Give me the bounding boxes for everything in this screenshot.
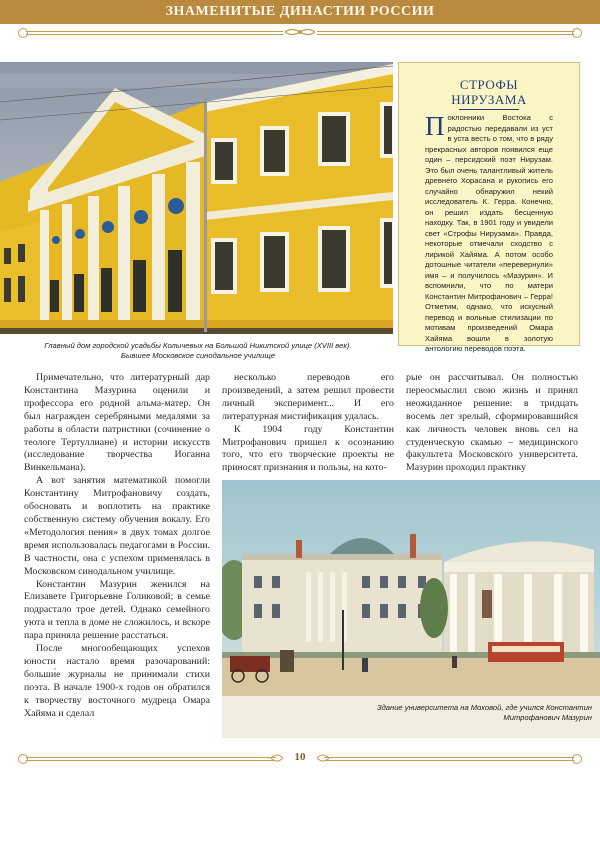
photo-bottom-caption-line2: Митрофанович Мазурин	[503, 713, 592, 722]
running-header-title: ЗНАМЕНИТЫЕ ДИНАСТИИ РОССИИ	[165, 4, 435, 19]
flourish-left-icon	[270, 752, 284, 764]
sidebar-title-line1: СТРОФЫ	[459, 77, 519, 92]
photo-top-caption	[10, 341, 386, 361]
page-number: 10	[294, 751, 306, 763]
flourish-right-icon	[316, 752, 330, 764]
col2-paragraph: К 1904 году Константин Митрофанович пришел к осознанию того, что его творческие проекты не приносят признания и пользы, на кото-	[222, 423, 394, 474]
photo-university-mokhovaya	[222, 480, 600, 738]
col1-paragraph: Примечательно, что литературный дар Константина Мазурина оценили и профессора его родной альма-матер. Он был награжден серебряными медалями за работы в области патристики (сочинение о теологе Тертуллиане) и истории искусств (исследование творчества Иоганна Винкельмана).	[24, 372, 210, 474]
photo-bottom-caption	[312, 703, 592, 723]
col1-paragraph: А вот занятия математикой помогли Константину Митрофановичу создать, обосновать и воплотить на практике собственную систему обучения вокалу. Его «Методология пения» в двух томах долгое время использовалась педагогами в России. В частности, она с успехом применялась в Московском синодальном училище.	[24, 475, 210, 577]
col3-paragraph: рые он рассчитывал. Он полностью переосмыслил свою жизнь и принял неожиданное решение: в тридцать восемь лет зрелый, сформировавшийся как личность человек вновь сел на студенческую скамью – медицинского факультета Московского университета. Мазурин проходил практику	[406, 372, 578, 474]
sidebar-body	[425, 113, 553, 355]
text-column-3	[406, 372, 578, 475]
ornament-flourish-icon	[283, 27, 317, 37]
running-header	[0, 0, 600, 24]
sidebar-nirusam	[398, 62, 580, 353]
sidebar-title-rule	[459, 109, 519, 110]
sidebar-body-text: оклонники Востока с радостью передавали из уст в уста весть о том, что в ряду прекрасных авторов появился еще один – персидский поэт Нирузам. Это был очень талантливый житель древнего Хорасана и рукопись его случайно обнаружил некий исследователь К. Герра. Конечно, он решил издать бесценную находку. Так, в 1901 году и увидели свет «Строфы Нирузама». Правда, некоторые отмечали сходство с лирикой Хайяма. А потом особо дотошные читатели «перевернули» имя – и получилось «Мазурин». И вспомнили, что по матери Константин Митрофанович – Герра! Отметим, однако, что искусный перевод и вольные стилизации по мотивам произведений Омара Хайяма вошли в золотую антологию переводов поэта.	[425, 113, 553, 353]
photo-bottom-caption-line1: Здание университета на Моховой, где учился Константин	[376, 703, 592, 712]
text-column-2	[222, 372, 394, 475]
col2-paragraph: несколько переводов его произведений, а затем решил провести личный эксперимент... И его литературная мистификация удалась.	[222, 372, 394, 422]
photo-top-caption-line1: Главный дом городской усадьбы Колычевых на Большой Никитской улице (XVIII век).	[44, 341, 352, 350]
col1-paragraph: Константин Мазурин женился на Елизавете Григорьевне Голиковой; в семье подрастало трое детей. Однако семейного уюта и тепла в доме не сложилось, и вскоре пара приняла решение расстаться.	[24, 578, 210, 642]
sidebar-title	[399, 77, 579, 107]
text-column-1	[24, 372, 210, 720]
sidebar-title-line2: НИРУЗАМА	[451, 92, 527, 107]
sidebar-dropcap: П	[425, 111, 445, 141]
photo-top-caption-line2: Бывшее Московское синодальное училище	[120, 351, 276, 360]
photo-kolychev-estate	[0, 62, 393, 334]
col1-paragraph: После многообещающих успехов юности настало время разочарований: больши́е журналы не принимали стихи поэта. В начале 1900-х годов он обратился к творчеству восточного мудреца Омара Хайяма и сделал	[24, 643, 210, 719]
